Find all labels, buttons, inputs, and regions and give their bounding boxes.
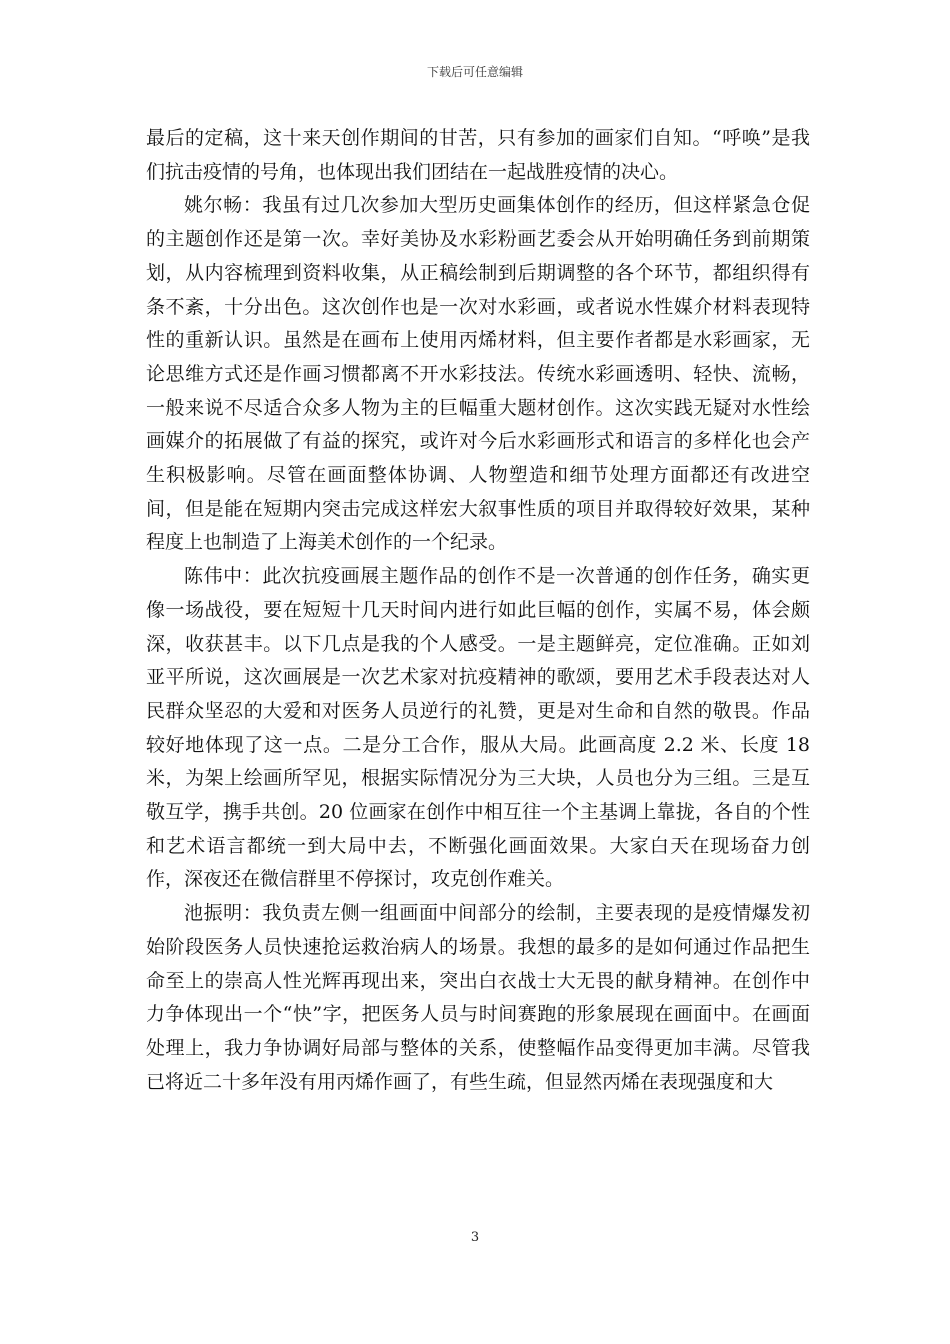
document-body: [146, 122, 810, 1099]
paragraph-continuation: 最后的定稿，这十来天创作期间的甘苦，只有参加的画家们自知。“呼唤”是我们抗击疫情的号角，也体现出我们团结在一起战胜疫情的决心。: [146, 127, 810, 183]
page-header: 下载后可任意编辑: [426, 65, 523, 79]
paragraph-chen-weizhong: 陈伟中：此次抗疫画展主题作品的创作不是一次普通的创作任务，确实更像一场战役，要在短短十几天时间内进行如此巨幅的创作，实属不易，体会颇深，收获甚丰。以下几点是我的个人感受。一是主题鲜亮，定位准确。正如刘亚平所说，这次画展是一次艺术家对抗疫精神的歌颂，要用艺术手段表达对人民群众坚忍的大爱和对医务人员逆行的礼赞，更是对生命和自然的敬畏。作品较好地体现了这一点。二是分工合作，服从大局。此画高度 2.2 米、长度 18 米，为架上绘画所罕见，根据实际情况分为三大块，人员也分为三组。三是互敬互学，携手共创。20 位画家在创作中相互往一个主基调上靠拢，各自的个性和艺术语言都统一到大局中去，不断强化画面效果。大家白天在现场奋力创作，深夜还在微信群里不停探讨，攻克创作难关。: [146, 565, 810, 891]
paragraph-chi-zhenming: 池振明：我负责左侧一组画面中间部分的绘制，主要表现的是疫情爆发初始阶段医务人员快速抢运救治病人的场景。我想的最多的是如何通过作品把生命至上的崇高人性光辉再现出来，突出白衣战士大无畏的献身精神。在创作中力争体现出一个“快”字，把医务人员与时间赛跑的形象展现在画面中。在画面处理上，我力争协调好局部与整体的关系，使整幅作品变得更加丰满。尽管我已将近二十多年没有用丙烯作画了，有些生疏，但显然丙烯在表现强度和大: [146, 902, 810, 1093]
page-number: 3: [470, 1230, 480, 1245]
paragraph-yao-erchang: 姚尔畅：我虽有过几次参加大型历史画集体创作的经历，但这样紧急仓促的主题创作还是第一次。幸好美协及水彩粉画艺委会从开始明确任务到前期策划，从内容梳理到资料收集，从正稿绘制到后期调整的各个环节，都组织得有条不紊，十分出色。这次创作也是一次对水彩画，或者说水性媒介材料表现特性的重新认识。虽然是在画布上使用丙烯材料，但主要作者都是水彩画家，无论思维方式还是作画习惯都离不开水彩技法。传统水彩画透明、轻快、流畅，一般来说不尽适合众多人物为主的巨幅重大题材创作。这次实践无疑对水性绘画媒介的拓展做了有益的探究，或许对今后水彩画形式和语言的多样化也会产生积极影响。尽管在画面整体协调、人物塑造和细节处理方面都还有改进空间，但是能在短期内突击完成这样宏大叙事性质的项目并取得较好效果，某种程度上也制造了上海美术创作的一个纪录。: [146, 194, 810, 554]
